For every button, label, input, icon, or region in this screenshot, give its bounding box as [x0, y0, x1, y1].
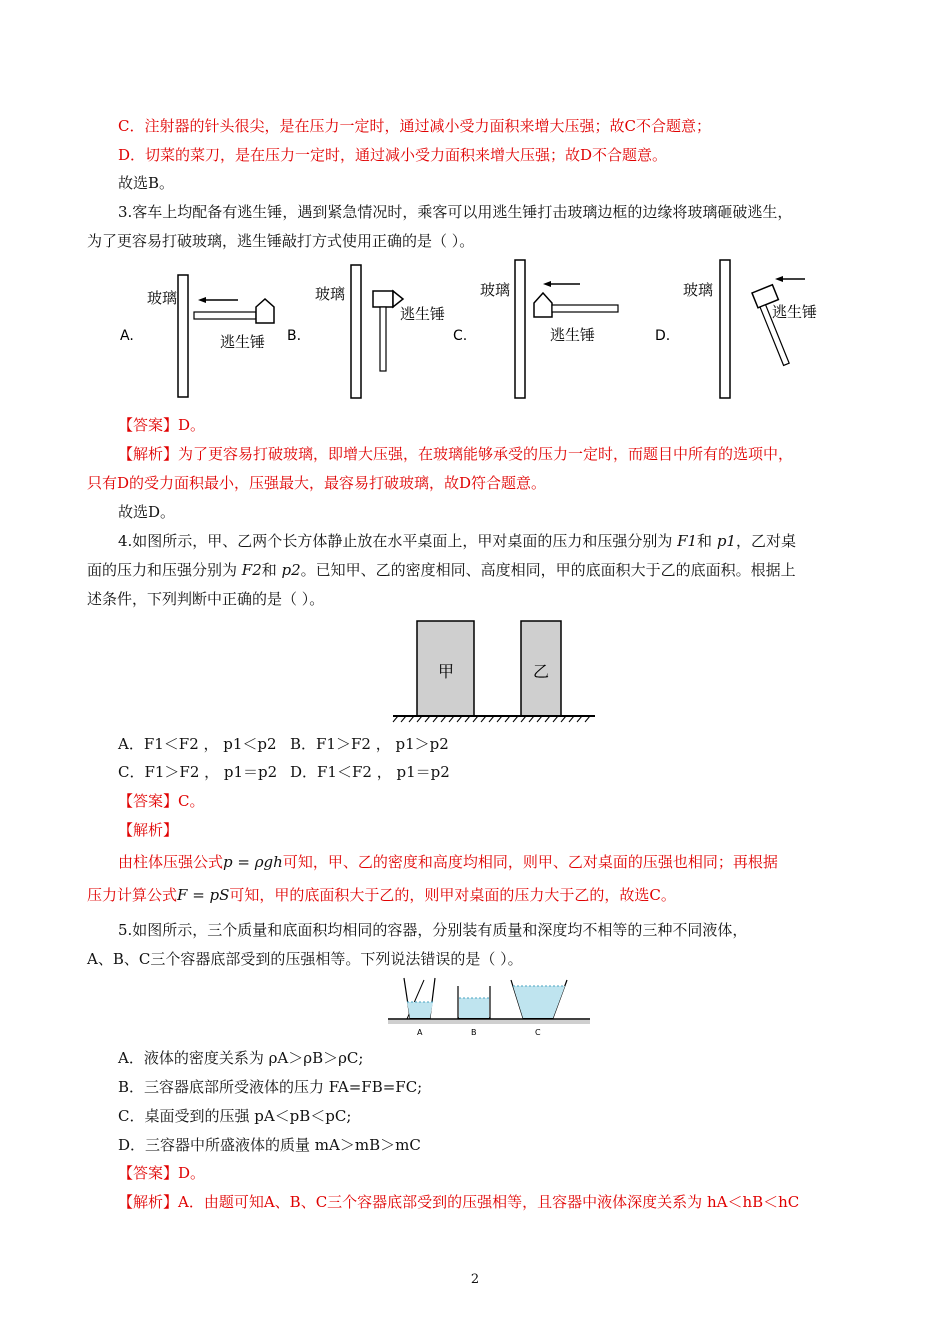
q5-stem-line2: A、B、C三个容器底部受到的压强相等。下列说法错误的是（ ）。	[87, 950, 523, 968]
q4-analysis2-part-a: 压力计算公式	[87, 886, 178, 904]
q3-c-hammer-head	[534, 293, 552, 317]
q5-liquid-c	[513, 986, 565, 1018]
q3-stem-line2: 为了更容易打破玻璃，逃生锤敲打方式使用正确的是（ ）。	[87, 232, 475, 250]
q4-stem1-part-c: ，乙对桌	[735, 532, 796, 550]
q3-a-glass-label: 玻璃	[147, 289, 178, 307]
q3-a-hammer-label: 逃生锤	[220, 333, 266, 351]
q3-option-d-label: D.	[655, 328, 671, 344]
q4-answer	[118, 790, 205, 812]
q3-d-glass	[720, 260, 730, 398]
q5-answer	[118, 1162, 205, 1184]
q3-stem-line1: 3.客车上均配备有逃生锤，遇到紧急情况时，乘客可以用逃生锤打击玻璃边框的边缘将玻璃砸破逃生，	[118, 203, 793, 221]
q3-analysis-line2: 只有D的受力面积最小，压强最大，最容易打破玻璃，故D符合题意。	[87, 474, 547, 492]
q2-option-d-analysis: D．切菜的菜刀，是在压力一定时，通过减小受力面积来增大压强；故D不合题意。	[118, 146, 668, 164]
q4-formula-force: F = pS	[177, 886, 230, 904]
q4-var-f2: F2	[241, 561, 262, 579]
q3-answer	[118, 414, 205, 436]
q4-analysis-line1	[118, 851, 778, 873]
q4-option-c: C．F1＞F2 ， p1＝p2	[118, 763, 278, 781]
q5-figure	[385, 972, 595, 1042]
q4-var-p2: p2	[281, 561, 301, 579]
q5-liquid-a	[407, 1002, 433, 1018]
q4-analysis1-part-a: 由柱体压强公式	[118, 853, 224, 871]
q4-stem-line2	[87, 559, 796, 581]
q4-stem-line1	[118, 530, 796, 552]
q4-option-a: A．F1＜F2 ， p1＜p2	[118, 735, 277, 753]
q5-answer-tag: 【答案】	[118, 1164, 179, 1182]
q4-analysis2-part-b: 可知，甲的底面积大于乙的，则甲对桌面的压力大于乙的，故选C。	[229, 886, 676, 904]
q3-a-handle	[194, 312, 256, 319]
q4-stem2-part-a: 面的压力和压强分别为	[87, 561, 242, 579]
q3-answer-tag: 【答案】	[118, 416, 179, 434]
q3-option-b-label: B.	[287, 328, 302, 344]
q5-analysis-tag: 【解析】	[118, 1193, 179, 1211]
q4-answer-tag: 【答案】	[118, 792, 179, 810]
q4-stem1-part-a: 4.如图所示，甲、乙两个长方体静止放在水平桌面上，甲对桌面的压力和压强分别为	[118, 532, 678, 550]
q3-figure	[110, 255, 850, 410]
q5-option-c: C．桌面受到的压强 pA＜pB＜pC;	[118, 1107, 352, 1125]
q4-analysis1-part-b: 可知，甲、乙的密度和高度均相同，则甲、乙对桌面的压强也相同；再根据	[282, 853, 778, 871]
q3-b-hammer-label: 逃生锤	[400, 305, 446, 323]
q4-stem1-part-b: 和	[697, 532, 717, 550]
q4-var-f1: F1	[677, 532, 698, 550]
q5-option-d: D．三容器中所盛液体的质量 mA＞mB＞mC	[118, 1136, 421, 1154]
q5-option-b: B．三容器底部所受液体的压力 FA=FB=FC;	[118, 1078, 423, 1096]
q3-c-glass	[515, 260, 525, 398]
q4-option-d: D．F1＜F2 ， p1＝p2	[290, 763, 450, 781]
q4-formula-pressure: p = ρgh	[223, 853, 283, 871]
q3-answer-value: D。	[178, 416, 206, 434]
q4-var-p1: p1	[716, 532, 736, 550]
q5-analysis-text1: A．由题可知A、B、C三个容器底部受到的压强相等，且容器中液体深度关系为 hA＜hB＜hC	[178, 1193, 800, 1211]
q5-label-c: C	[535, 1028, 541, 1037]
q3-option-c-label: C.	[453, 328, 468, 344]
q5-label-a: A	[417, 1028, 423, 1037]
q3-option-a-label: A.	[120, 328, 134, 344]
q5-analysis-line1	[118, 1191, 799, 1213]
q4-stem2-part-c: 。已知甲、乙的密度相同、高度相同，甲的底面积大于乙的底面积。根据上	[300, 561, 796, 579]
q4-block-jia-label: 甲	[438, 662, 455, 681]
q3-d-hammer-label: 逃生锤	[772, 303, 818, 321]
q2-option-c-analysis: C．注射器的针头很尖，是在压力一定时，通过减小受力面积来增大压强；故C不合题意；	[118, 117, 711, 135]
q4-option-b: B．F1＞F2 ， p1＞p2	[290, 735, 449, 753]
q3-b-hammer-head	[373, 291, 393, 307]
q4-stem2-part-b: 和	[261, 561, 282, 579]
q5-stem-line1: 5.如图所示，三个质量和底面积均相同的容器，分别装有质量和深度均不相等的三种不同液体，	[118, 921, 748, 939]
q4-block-yi-label: 乙	[533, 662, 550, 681]
q3-a-hammer-head	[256, 299, 274, 323]
q3-a-glass	[178, 275, 188, 397]
q3-c-handle	[552, 305, 618, 312]
q3-analysis-tag: 【解析】	[118, 445, 179, 463]
page-number: 2	[470, 1272, 480, 1287]
q3-b-handle	[380, 307, 386, 371]
q3-choice: 故选D。	[118, 503, 176, 521]
q3-d-glass-label: 玻璃	[683, 281, 714, 299]
q3-c-hammer-label: 逃生锤	[550, 326, 596, 344]
q3-c-glass-label: 玻璃	[480, 281, 511, 299]
q4-figure	[390, 615, 600, 725]
q5-option-a: A．液体的密度关系为 ρA＞ρB＞ρC;	[118, 1049, 364, 1067]
q4-answer-value: C。	[178, 792, 205, 810]
q4-analysis-line2	[87, 884, 676, 906]
q5-label-b: B	[471, 1028, 477, 1037]
q3-analysis-line1	[118, 443, 793, 465]
q3-b-glass	[351, 265, 361, 398]
q5-liquid-b	[459, 998, 489, 1018]
q4-analysis-tag: 【解析】	[118, 821, 179, 839]
q5-answer-value: D。	[178, 1164, 206, 1182]
q3-b-glass-label: 玻璃	[315, 285, 346, 303]
q3-analysis-text1: 为了更容易打破玻璃，即增大压强，在玻璃能够承受的压力一定时，而题目中所有的选项中，	[178, 445, 794, 463]
q4-stem-line3: 述条件，下列判断中正确的是（ ）。	[87, 590, 325, 608]
q2-choice: 故选B。	[118, 174, 175, 192]
